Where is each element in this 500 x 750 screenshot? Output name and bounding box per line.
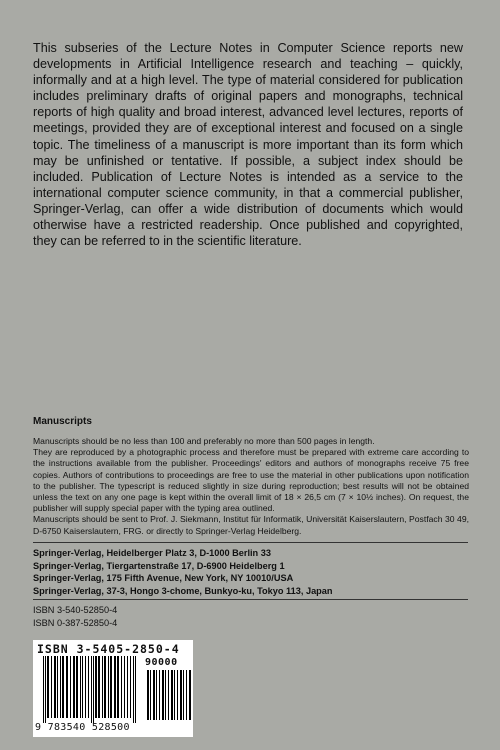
isbn-us: ISBN 0-387-52850-4 [33, 617, 118, 628]
barcode-bar [124, 656, 125, 718]
manuscripts-submission-note: Manuscripts should be sent to Prof. J. Siekmann, Institut für Informatik, Universität Kaiserslautern, Postfach 30 49, D-6750 Kaiserslautern, FRG. or directly to Springer-Verlag Heidelberg. [33, 514, 469, 536]
barcode-bar [47, 656, 49, 718]
manuscripts-length-note: Manuscripts should be no less than 100 and preferably no more than 500 pages in length. [33, 436, 375, 446]
divider-top [33, 542, 468, 543]
barcode-bar [91, 656, 92, 723]
barcode-bar [165, 670, 166, 720]
barcode-bar [159, 670, 160, 720]
barcode-bar [73, 656, 75, 718]
barcode-bar [102, 656, 103, 718]
barcode-bar [95, 656, 97, 718]
barcode-bar [147, 670, 149, 720]
barcode-bar [82, 656, 83, 718]
barcode-bar [174, 670, 175, 720]
manuscripts-heading: Manuscripts [33, 416, 92, 427]
manuscripts-body [33, 436, 469, 537]
address-berlin: Springer-Verlag, Heidelberger Platz 3, D-1000 Berlin 33 [33, 548, 271, 558]
barcode-bar [85, 656, 86, 718]
barcode-bar [135, 656, 136, 723]
barcode-bar [54, 656, 56, 718]
barcode-bar [121, 656, 122, 718]
barcode-bar [88, 656, 89, 718]
series-description: This subseries of the Lecture Notes in Computer Science reports new developments in Artificial Intelligence research and teaching – quickly, informally and at a high level. The type of material considered for publication includes preliminary drafts of original papers and monographs, technical reports of high quality and broad interest, advanced level lectures, reports of meetings, provided they are of exceptional interest and focused on a single topic. The timeliness of a manuscript is more important than its form which may be unfinished or tentative. If possible, a subject index should be included. Publication of Lecture Notes is intended as a service to the international computer science community, in that a commercial publisher, Springer-Verlag, can offer a wide distribution of documents which would otherwise have a restricted readership. Once published and copyrighted, they can be referred to in the scientific literature. [33, 41, 463, 249]
barcode-bar [153, 670, 155, 720]
barcode-bar [45, 656, 46, 723]
barcode-bar [130, 656, 131, 718]
barcode-isbn-text: ISBN 3-5405-2850-4 [37, 642, 180, 656]
barcode-digits: 9 783540 528500 [35, 722, 130, 733]
publisher-addresses [33, 547, 333, 597]
address-heidelberg: Springer-Verlag, Tiergartenstraße 17, D-6900 Heidelberg 1 [33, 560, 285, 571]
barcode-bar [117, 656, 119, 718]
barcode-bar [80, 656, 81, 718]
address-tokyo: Springer-Verlag, 37-3, Hongo 3-chome, Bunkyo-ku, Tokyo 113, Japan [33, 585, 333, 596]
barcode-bar [156, 670, 157, 720]
barcode-bar [114, 656, 116, 718]
barcode-bar [110, 656, 112, 718]
barcode-bar [133, 656, 134, 723]
barcode-bar [177, 670, 178, 720]
barcode-bar [150, 670, 151, 720]
barcode-bar [62, 656, 64, 718]
isbn-list [33, 604, 117, 629]
barcode-bar [168, 670, 169, 720]
barcode-bar [104, 656, 106, 718]
barcode-bar [57, 656, 58, 718]
barcode-bar [171, 670, 173, 720]
barcode-bar [98, 656, 100, 718]
barcode-bar [43, 656, 44, 723]
divider-bottom [33, 599, 468, 600]
isbn-german: ISBN 3-540-52850-4 [33, 605, 118, 615]
barcode-bar [70, 656, 71, 718]
barcode-bar [76, 656, 78, 718]
barcode-bar [180, 670, 182, 720]
barcode-bar [189, 670, 191, 720]
address-new-york: Springer-Verlag, 175 Fifth Avenue, New York, NY 10010/USA [33, 573, 294, 584]
barcode-bar [186, 670, 187, 720]
barcode-bar [183, 670, 184, 720]
barcode-bar [66, 656, 68, 718]
barcode-bar [60, 656, 61, 718]
manuscripts-preparation-note: They are reproduced by a photographic process and therefore must be prepared with extreme care according to the instructions available from the publisher. Proceedings' editors and authors of monographs receive 75 free copies. Authors of contributions to proceedings are free to use the material in other publications upon notification to the publisher. The typescript is reduced slightly in size during reproduction; best results will not be obtained unless the text on any one page is kept within the overall limit of 18 × 26,5 cm (7 × 10½ inches). On request, the publisher will supply special paper with the typing area outlined. [33, 447, 469, 514]
barcode-bar [51, 656, 52, 718]
barcode-bar [108, 656, 109, 718]
barcode-bar [162, 670, 164, 720]
barcode-bar [93, 656, 94, 723]
barcode-addon-digits: 90000 [145, 657, 178, 668]
barcode-label [33, 640, 193, 737]
barcode-bar [127, 656, 128, 718]
